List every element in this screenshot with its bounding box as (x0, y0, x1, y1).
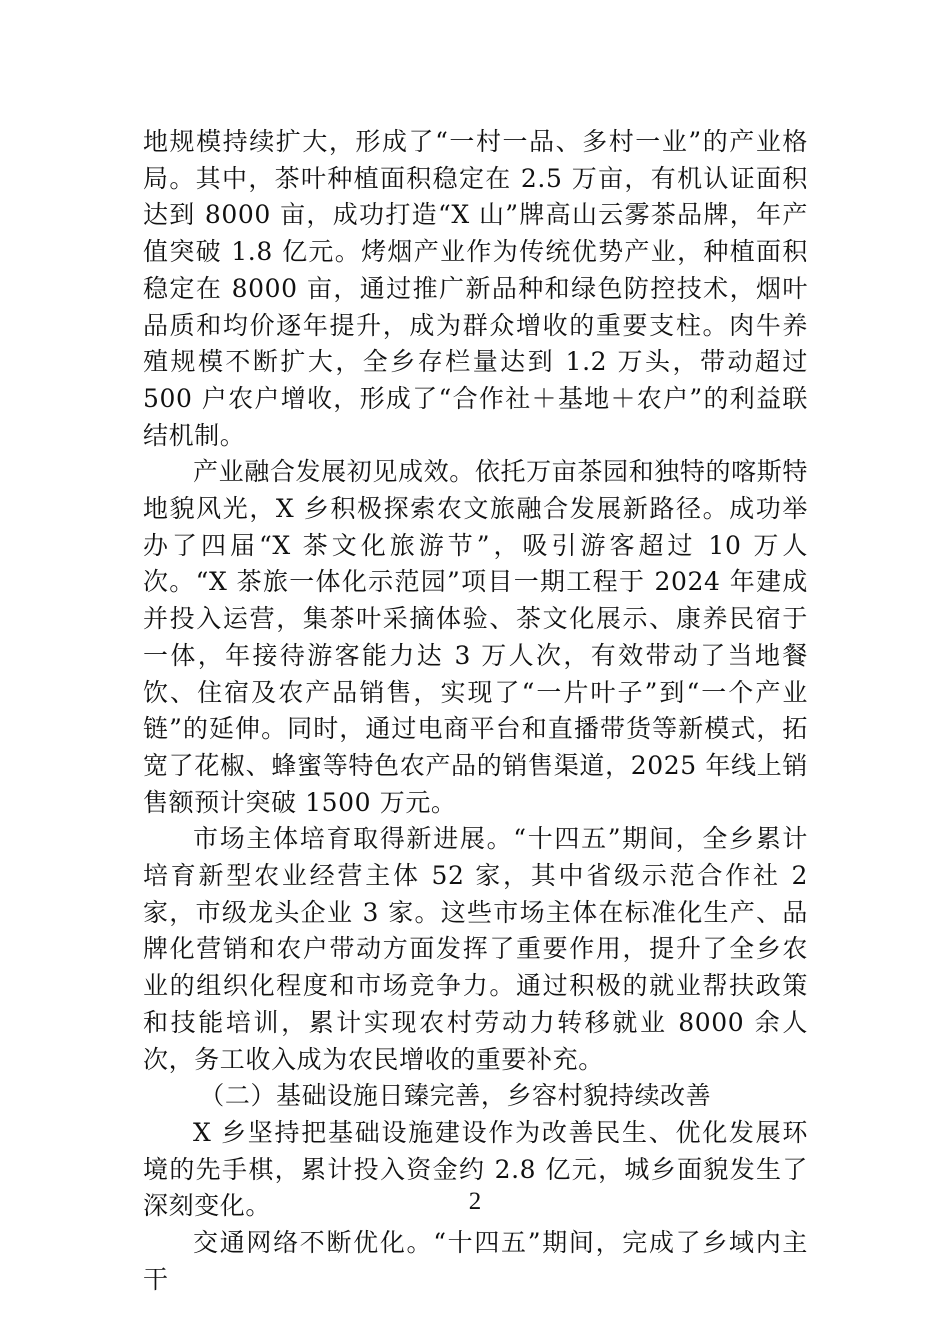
paragraph-infrastructure-intro: X 乡坚持把基础设施建设作为改善民生、优化发展环境的先手棋，累计投入资金约 2.8 亿元，城乡面貌发生了深刻变化。 (143, 1117, 808, 1221)
document-body (143, 124, 808, 1299)
paragraph-transport-network: 交通网络不断优化。“十四五”期间，完成了乡域内主干 (143, 1228, 808, 1294)
paragraph-industry-scale: 地规模持续扩大，形成了“一村一品、多村一业”的产业格局。其中，茶叶种植面积稳定在 2.5 万亩，有机认证面积达到 8000 亩，成功打造“X 山”牌高山云雾茶品牌，年产值突破 1.8 亿元。烤烟产业作为传统优势产业，种植面积稳定在 8000 亩，通过推广新品种和绿色防控技术，烟叶品质和均价逐年提升，成为群众增收的重要支柱。肉牛养殖规模不断扩大，全乡存栏量达到 1.2 万头，带动超过 500 户农户增收，形成了“合作社＋基地＋农户”的利益联结机制。 (143, 127, 808, 450)
page-number: 2 (468, 1188, 482, 1215)
section-heading: （二）基础设施日臻完善，乡容村貌持续改善 (199, 1081, 712, 1111)
paragraph-industry-integration: 产业融合发展初见成效。依托万亩茶园和独特的喀斯特地貌风光，X 乡积极探索农文旅融合发展新路径。成功举办了四届“X 茶文化旅游节”，吸引游客超过 10 万人次。“X 茶旅一体化示范园”项目一期工程于 2024 年建成并投入运营，集茶叶采摘体验、茶文化展示、康养民宿于一体，年接待游客能力达 3 万人次，有效带动了当地餐饮、住宿及农产品销售，实现了“一片叶子”到“一个产业链”的延伸。同时，通过电商平台和直播带货等新模式，拓宽了花椒、蜂蜜等特色农产品的销售渠道，2025 年线上销售额预计突破 1500 万元。 (143, 457, 808, 817)
paragraph-market-entities: 市场主体培育取得新进展。“十四五”期间，全乡累计培育新型农业经营主体 52 家，其中省级示范合作社 2 家，市级龙头企业 3 家。这些市场主体在标准化生产、品牌化营销和农户带动方面发挥了重要作用，提升了全乡农业的组织化程度和市场竞争力。通过积极的就业帮扶政策和技能培训，累计实现农村劳动力转移就业 8000 余人次，务工收入成为农民增收的重要补充。 (143, 824, 808, 1074)
